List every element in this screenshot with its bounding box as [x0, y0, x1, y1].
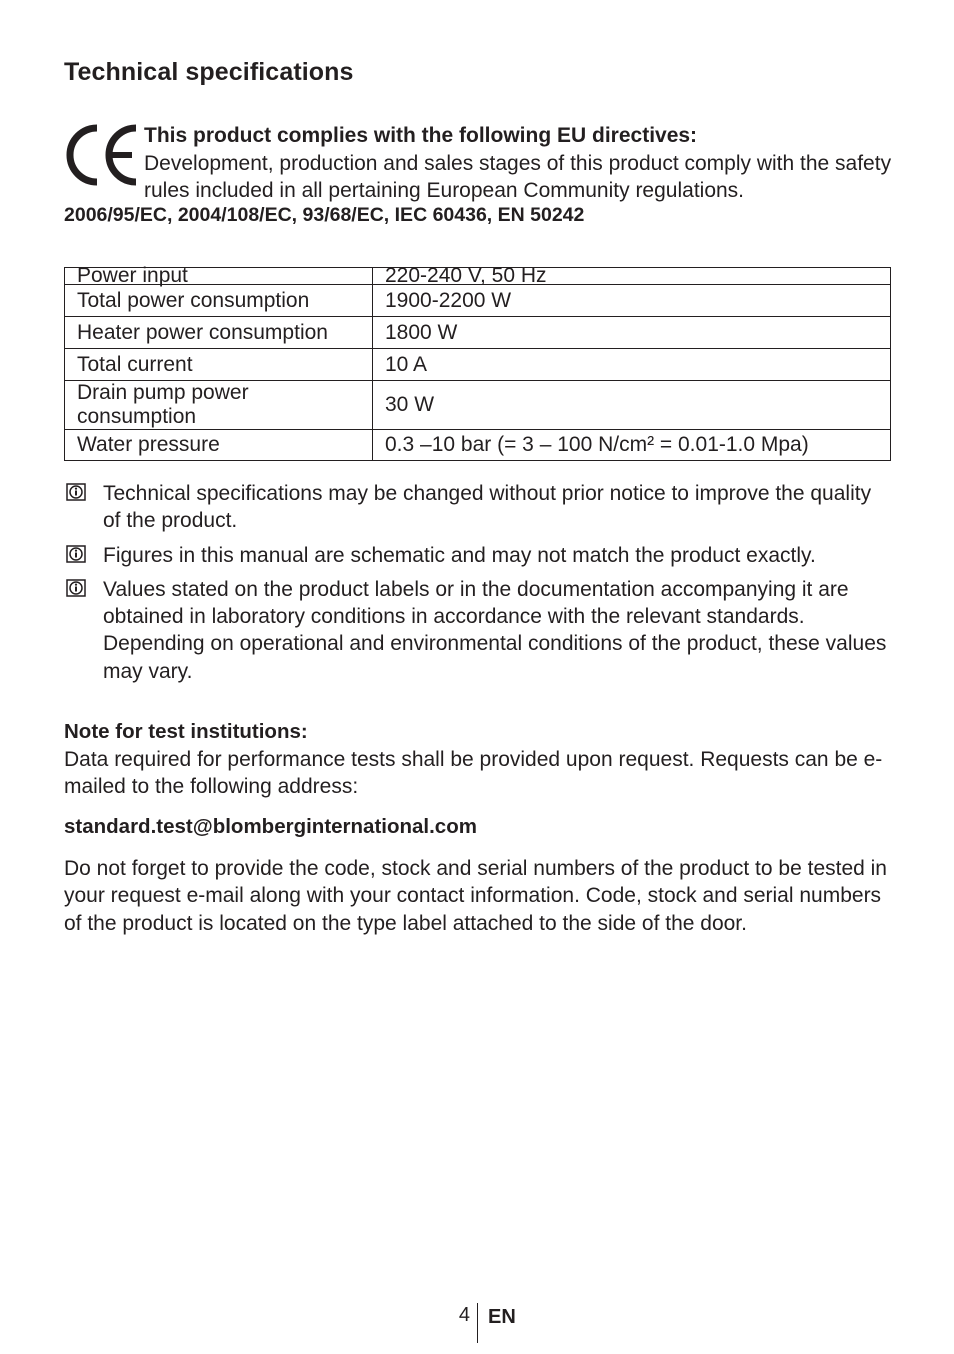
- list-item: [64, 480, 894, 535]
- footer-divider: [477, 1303, 478, 1343]
- list-item: [64, 542, 894, 569]
- test-institutions-text: Data required for performance tests shall be provided upon request. Requests can be e-mailed to the following address:: [64, 748, 883, 799]
- spec-value: 10 A: [373, 349, 891, 381]
- info-icon: [66, 579, 86, 597]
- notes-list: [64, 480, 894, 692]
- note-text: Values stated on the product labels or in the documentation accompanying it are obtained in laboratory conditions in accordance with the relevant standards. Depending on operational and environmental conditions of the product, these values may vary.: [103, 577, 887, 683]
- note-text: Figures in this manual are schematic and may not match the product exactly.: [103, 543, 816, 567]
- page-title: Technical specifications: [64, 58, 354, 86]
- spec-label: Drain pump power consumption: [65, 381, 373, 430]
- table-row: [65, 268, 891, 285]
- spec-value: 220-240 V, 50 Hz: [373, 268, 891, 285]
- spec-label: Total power consumption: [65, 285, 373, 317]
- spec-value: 1800 W: [373, 317, 891, 349]
- directive-list: 2006/95/EC, 2004/108/EC, 93/68/EC, IEC 60436, EN 50242: [64, 204, 585, 226]
- compliance-heading: This product complies with the following EU directives:: [144, 124, 698, 147]
- table-row: [65, 285, 891, 317]
- compliance-statement: [144, 122, 904, 205]
- test-institutions-instructions: Do not forget to provide the code, stock and serial numbers of the product to be tested in your request e-mail along with your contact information. Code, stock and serial numbers of the product is located on the type label attached to the side of the door.: [64, 857, 887, 935]
- table-row: [65, 430, 891, 461]
- table-row: [65, 317, 891, 349]
- page-number: 4: [458, 1304, 470, 1326]
- ce-mark-icon: [64, 124, 138, 186]
- info-icon: [66, 545, 86, 563]
- note-text: Technical specifications may be changed without prior notice to improve the quality of the product.: [103, 482, 872, 533]
- spec-value: 30 W: [373, 381, 891, 430]
- page-footer: [0, 1303, 954, 1343]
- test-institutions-heading: Note for test institutions:: [64, 720, 308, 743]
- language-code: EN: [488, 1306, 516, 1328]
- spec-table: [64, 264, 891, 461]
- compliance-text: Development, production and sales stages of this product comply with the safety rules included in all pertaining European Community regulations.: [144, 151, 892, 202]
- spec-label: Water pressure: [65, 430, 373, 461]
- spec-label: Power input: [65, 268, 373, 285]
- table-row: [65, 349, 891, 381]
- spec-value: 1900-2200 W: [373, 285, 891, 317]
- spec-value: 0.3 –10 bar (= 3 – 100 N/cm² = 0.01-1.0 Mpa): [373, 430, 891, 461]
- spec-label: Heater power consumption: [65, 317, 373, 349]
- contact-email: standard.test@blomberginternational.com: [64, 815, 477, 838]
- table-row: [65, 381, 891, 430]
- spec-label: Total current: [65, 349, 373, 381]
- list-item: [64, 576, 894, 685]
- info-icon: [66, 483, 86, 501]
